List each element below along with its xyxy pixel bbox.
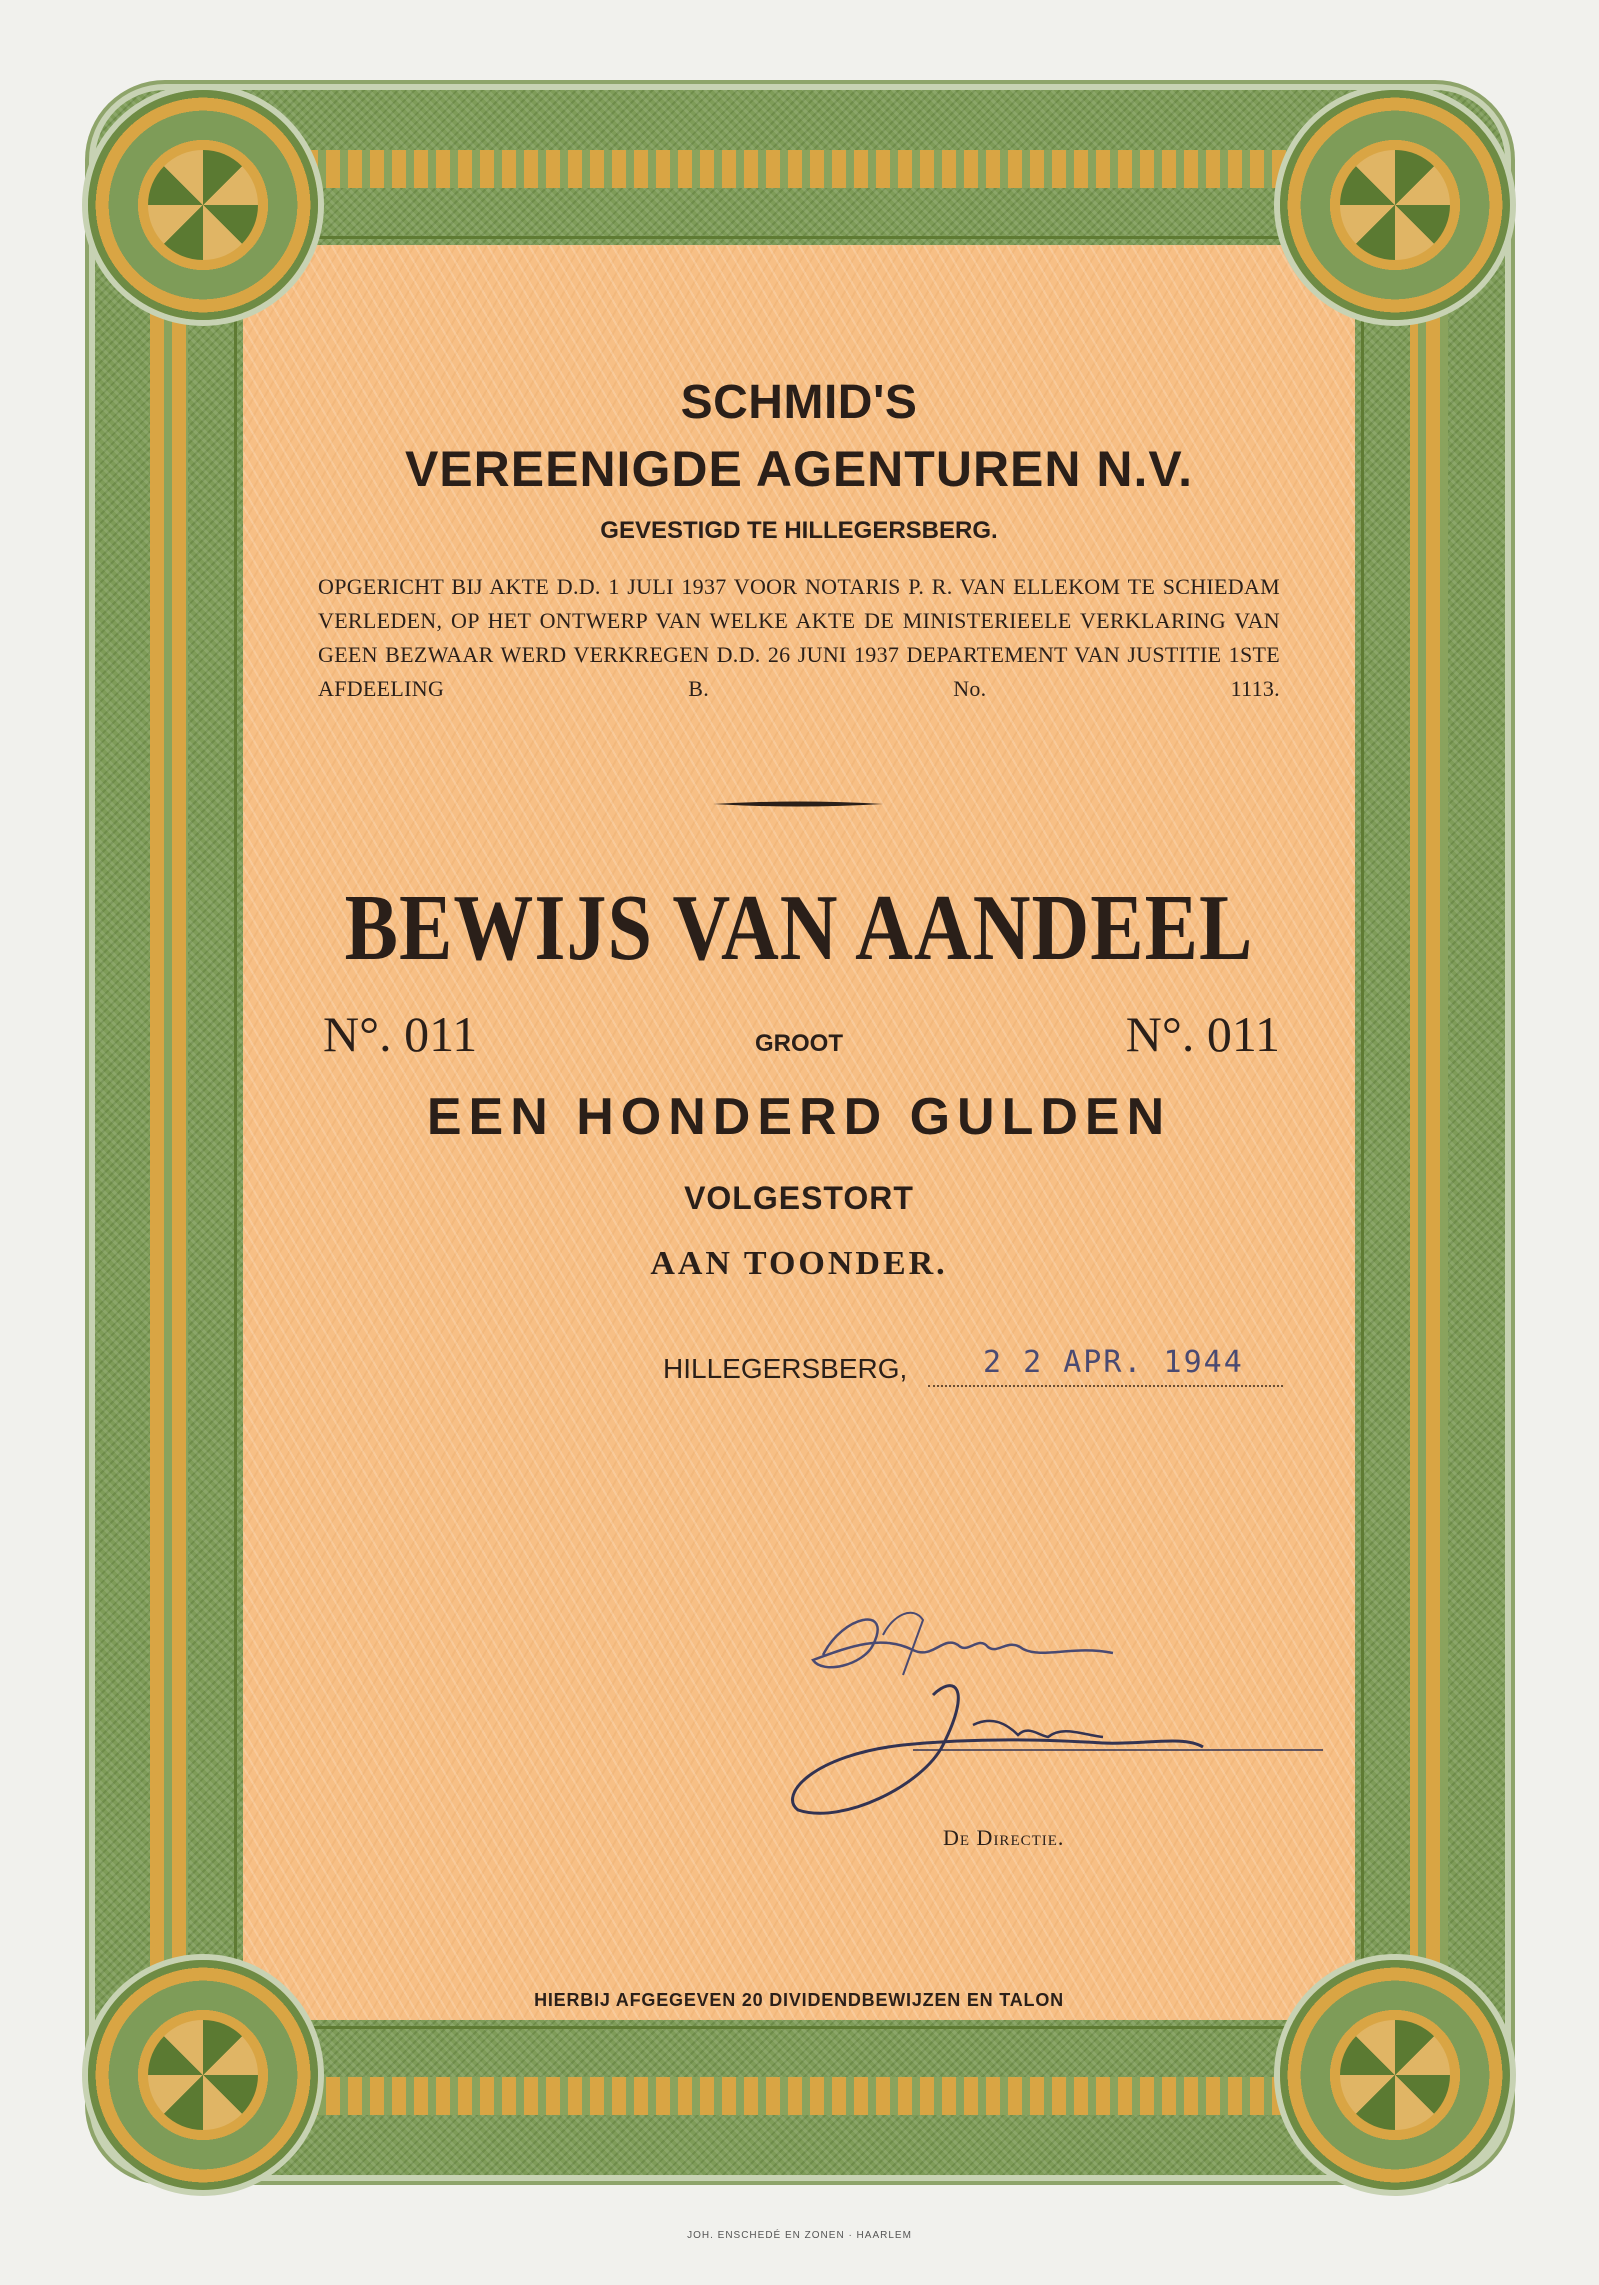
issue-place: HILLEGERSBERG, <box>663 1353 908 1384</box>
ornamental-rule <box>713 801 883 807</box>
certificate-number-left: N°. 011 <box>323 1006 478 1062</box>
bearer-label: AAN TOONDER. <box>650 1245 948 1282</box>
certificate-number-right: N°. 011 <box>1125 1006 1280 1062</box>
date-stamp: 2 2 APR. 1944 <box>983 1345 1244 1380</box>
certificate-content <box>243 245 1355 2020</box>
founding-text: OPGERICHT BIJ AKTE D.D. 1 JULI 1937 VOOR NOTARIS P. R. VAN ELLEKOM TE SCHIEDAM VERLEDEN, OP HET ONTWERP VAN WELKE AKTE DE MINISTERIEELE VERKLARING VAN GEEN BEZWAAR WERD VERKREGEN D.D. 26 JUNI 1937 DEPARTEMENT VAN JUSTITIE 1STE AFDEELING B. No. 1113. <box>318 574 1280 701</box>
share-amount: EEN HONDERD GULDEN <box>426 1088 1172 1146</box>
company-seat: GEVESTIGD TE HILLEGERSBERG. <box>600 517 998 544</box>
issue-place-date <box>663 1345 1283 1395</box>
company-name-line1: SCHMID'S <box>680 376 918 429</box>
signature-label: De Directie. <box>943 1825 1065 1850</box>
certificate-title: BEWIJS VAN AANDEEL <box>344 876 1254 981</box>
paid-status: VOLGESTORT <box>684 1180 914 1216</box>
director-signatures <box>783 1575 1333 1835</box>
printer-imprint: JOH. ENSCHEDÉ EN ZONEN · HAARLEM <box>687 2230 912 2241</box>
rosette-star-icon <box>148 150 258 260</box>
company-name-line2: VEREENIGDE AGENTUREN N.V. <box>404 441 1194 497</box>
coupons-note: HIERBIJ AFGEGEVEN 20 DIVIDENDBEWIJZEN EN TALON <box>534 1990 1064 2010</box>
rosette-star-icon <box>1340 2020 1450 2130</box>
groot-label: GROOT <box>755 1030 843 1057</box>
rosette-star-icon <box>148 2020 258 2130</box>
rosette-star-icon <box>1340 150 1450 260</box>
date-dotted-line <box>928 1385 1283 1387</box>
